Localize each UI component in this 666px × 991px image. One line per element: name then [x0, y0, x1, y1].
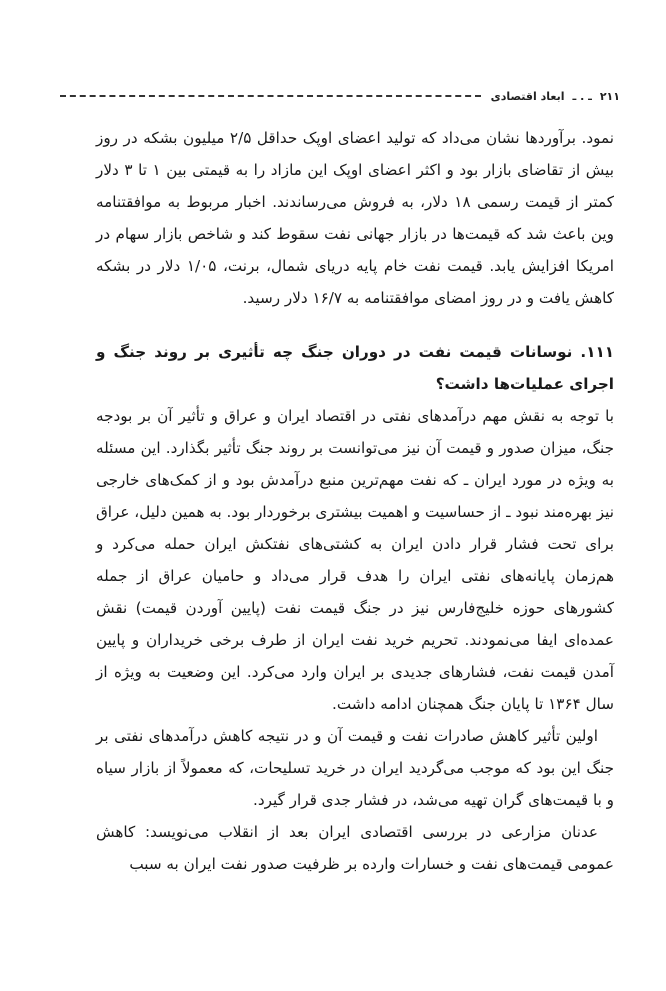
page-number: ۲۱۱ [599, 89, 620, 103]
paragraph: عدنان مزارعی در بررسی اقتصادی ایران بعد از انقلاب می‌نویسد: کاهش عمومی قیمت‌های نفت و خسارات وارده بر ظرفیت صدور نفت ایران به سبب [96, 823, 614, 873]
question-heading: ۱۱۱. نوسانات قیمت نفت در دوران جنگ چه تأثیری بر روند جنگ و اجرای عملیات‌ها داشت؟ [96, 343, 614, 393]
section-title: ابعاد اقتصادی [490, 89, 565, 103]
header-rule [60, 95, 481, 97]
page-body [96, 122, 614, 880]
running-header [60, 86, 620, 106]
paragraph: با توجه به نقش مهم درآمدهای نفتی در اقتصاد ایران و عراق و تأثیر آن بر بودجه جنگ، میزان صدور و قیمت آن نیز می‌توانست بر روند جنگ تأثیر بگذارد. این مسئله به ویژه در مورد ایران ـ که نفت مهم‌ترین منبع درآمدش بود و از کمک‌های خارجی نیز بهره‌مند نبود ـ از حساسیت و اهمیت بیشتری برخوردار بود. به همین دلیل، عراق برای تحت فشار قرار دادن ایران به کشتی‌های نفتکش ایران حمله می‌کرد و هم‌زمان پایانه‌های نفتی ایران را هدف قرار می‌داد و حامیان عراق از جمله کشورهای حوزه خلیج‌فارس نیز در جنگ قیمت نفت (پایین آوردن قیمت) نقش عمده‌ای ایفا می‌نمودند. تحریم خرید نفت ایران از طرف برخی خریداران و پایین آمدن قیمت نفت، فشارهای جدیدی بر ایران وارد می‌کرد. این وضعیت به ویژه از سال ۱۳۶۴ تا پایان جنگ همچنان ادامه داشت. [96, 407, 614, 713]
paragraph: نمود. برآوردها نشان می‌داد که تولید اعضای اوپک حداقل ۲/۵ میلیون بشکه در روز بیش از تقاضای بازار بود و اکثر اعضای اوپک این مازاد را به قیمتی بین ۱ تا ۳ دلار کمتر از قیمت رسمی ۱۸ دلار، به فروش می‌رساندند. اخبار مربوط به موافقتنامه وین باعث شد که قیمت‌ها در بازار جهانی نفت سقوط کند و شاخص بازار سهام در امریکا افزایش یابد. قیمت نفت خام پایه دریای شمال، برنت، ۱/۰۵ دلار در بشکه کاهش یافت و در روز امضای موافقتنامه به ۱۶/۷ دلار رسید. [96, 129, 615, 307]
paragraph: اولین تأثیر کاهش صادرات نفت و قیمت آن و در نتیجه کاهش درآمدهای نفتی بر جنگ این بود که موجب می‌گردید ایران در خرید تسلیحات، که معمولاً از بازار سیاه و با قیمت‌های گران تهیه می‌شد، در فشار جدی قرار گیرد. [96, 727, 614, 809]
header-separator: ـ . ـ [572, 89, 592, 103]
